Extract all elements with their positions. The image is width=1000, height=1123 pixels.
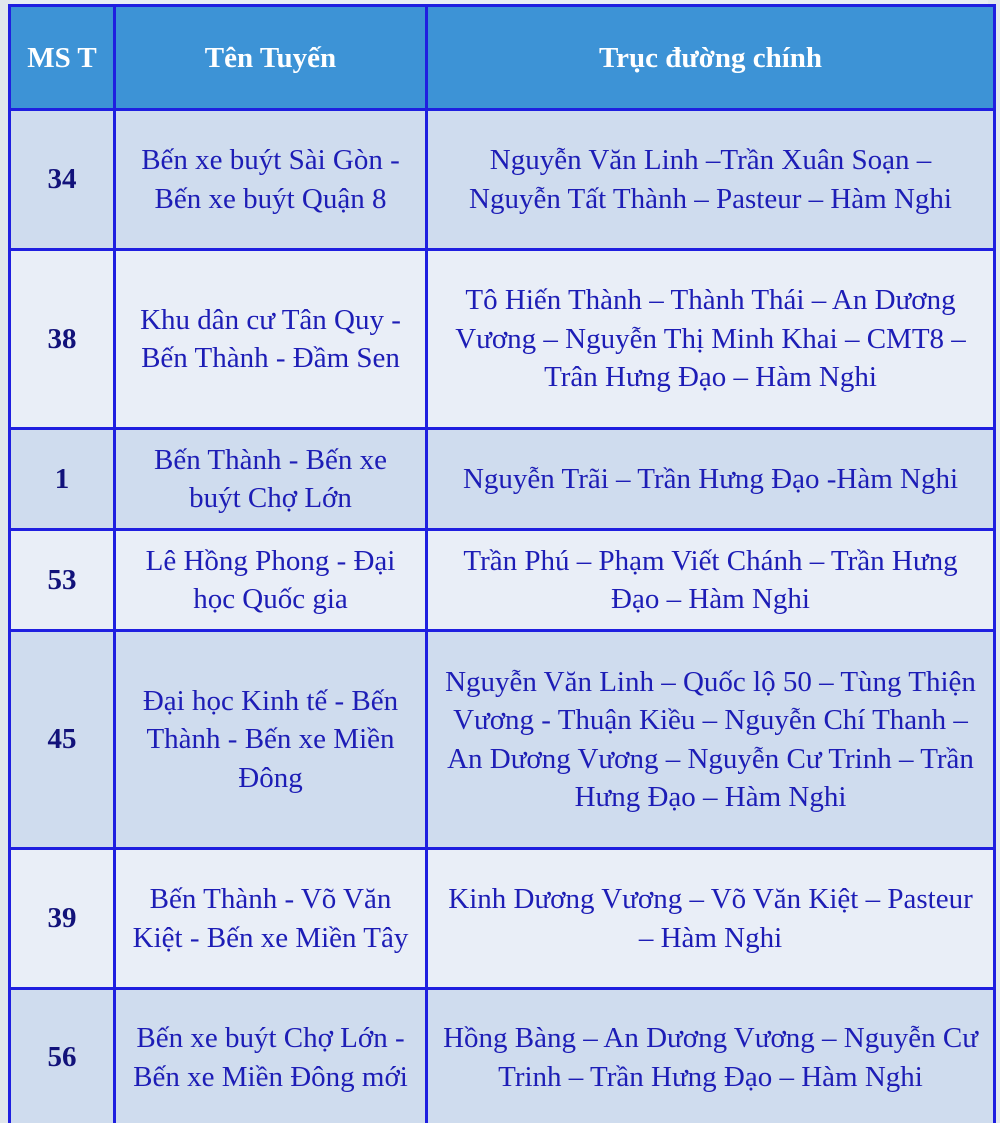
table-row: [10, 989, 995, 1123]
header-route-name: Tên Tuyến: [115, 6, 427, 110]
table-row: [10, 110, 995, 250]
route-number: 45: [10, 631, 115, 849]
bus-routes-table: [8, 4, 996, 1123]
route-name: Đại học Kinh tế - Bến Thành - Bến xe Miền Đông: [115, 631, 427, 849]
table-row: [10, 429, 995, 530]
route-main-roads: Kinh Dương Vương – Võ Văn Kiệt – Pasteur – Hàm Nghi: [427, 849, 995, 989]
route-name: Bến Thành - Bến xe buýt Chợ Lớn: [115, 429, 427, 530]
route-number: 53: [10, 530, 115, 631]
route-name: Lê Hồng Phong - Đại học Quốc gia: [115, 530, 427, 631]
route-main-roads: Nguyễn Văn Linh – Quốc lộ 50 – Tùng Thiện Vương - Thuận Kiều – Nguyễn Chí Thanh – An Dương Vương – Nguyễn Cư Trinh – Trần Hưng Đạo – Hàm Nghi: [427, 631, 995, 849]
route-main-roads: Nguyễn Văn Linh –Trần Xuân Soạn – Nguyễn Tất Thành – Pasteur – Hàm Nghi: [427, 110, 995, 250]
table-row: [10, 849, 995, 989]
route-number: 56: [10, 989, 115, 1123]
route-main-roads: Tô Hiến Thành – Thành Thái – An Dương Vương – Nguyễn Thị Minh Khai – CMT8 – Trân Hưng Đạo – Hàm Nghi: [427, 250, 995, 429]
table-body: [10, 110, 995, 1123]
route-name: Khu dân cư Tân Quy - Bến Thành - Đầm Sen: [115, 250, 427, 429]
table-row: [10, 530, 995, 631]
header-mst: MS T: [10, 6, 115, 110]
route-main-roads: Trần Phú – Phạm Viết Chánh – Trần Hưng Đạo – Hàm Nghi: [427, 530, 995, 631]
table-row: [10, 631, 995, 849]
header-row: [10, 6, 995, 110]
route-name: Bến xe buýt Chợ Lớn - Bến xe Miền Đông mới: [115, 989, 427, 1123]
route-number: 34: [10, 110, 115, 250]
table-header: [10, 6, 995, 110]
route-name: Bến xe buýt Sài Gòn - Bến xe buýt Quận 8: [115, 110, 427, 250]
route-main-roads: Nguyễn Trãi – Trần Hưng Đạo -Hàm Nghi: [427, 429, 995, 530]
header-main-roads: Trục đường chính: [427, 6, 995, 110]
route-number: 1: [10, 429, 115, 530]
route-name: Bến Thành - Võ Văn Kiệt - Bến xe Miền Tây: [115, 849, 427, 989]
route-number: 38: [10, 250, 115, 429]
table-row: [10, 250, 995, 429]
route-main-roads: Hồng Bàng – An Dương Vương – Nguyễn Cư Trinh – Trần Hưng Đạo – Hàm Nghi: [427, 989, 995, 1123]
route-number: 39: [10, 849, 115, 989]
